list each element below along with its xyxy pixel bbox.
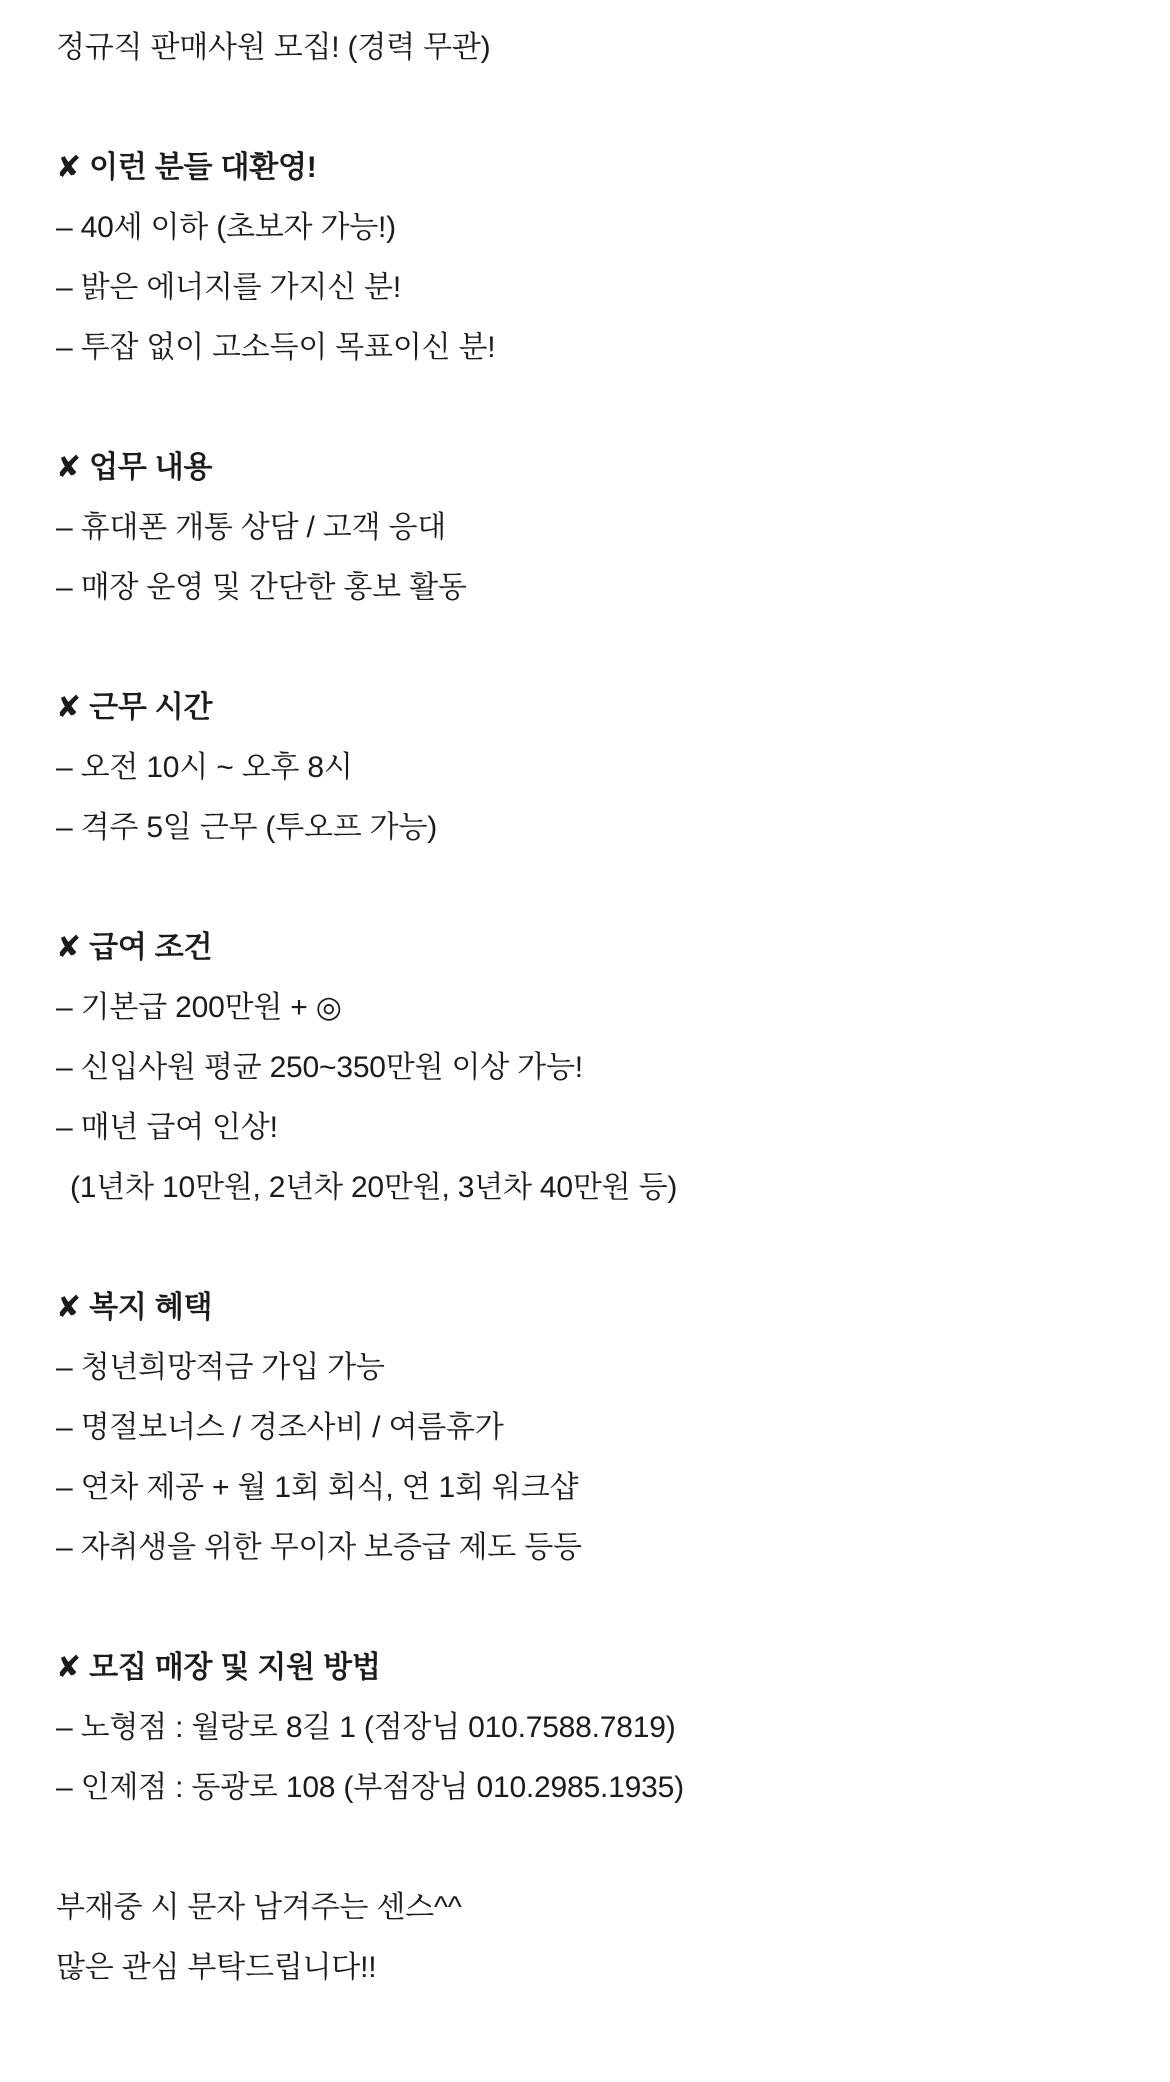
section-item: – 투잡 없이 고소득이 목표이신 분!: [56, 331, 496, 364]
section-item: – 매장 운영 및 간단한 홍보 활동: [56, 571, 467, 604]
section-item: – 휴대폰 개통 상담 / 고객 응대: [56, 511, 447, 544]
paragraph-spacer: [56, 618, 1114, 678]
section-item: – 신입사원 평균 250~350만원 이상 가능!: [56, 1051, 583, 1084]
section-item: 많은 관심 부탁드립니다!!: [56, 1951, 377, 1984]
section-item: – 40세 이하 (초보자 가능!): [56, 211, 396, 244]
section-heading: ✘ 근무 시간: [56, 691, 213, 724]
section-item: – 연차 제공 + 월 1회 회식, 연 1회 워크샵: [56, 1471, 579, 1504]
document-section: [56, 1878, 1114, 1998]
document-body: [56, 18, 1114, 1998]
section-item: – 격주 5일 근무 (투오프 가능): [56, 811, 438, 844]
section-subnote: (1년차 10만원, 2년차 20만원, 3년차 40만원 등): [70, 1171, 678, 1204]
paragraph-spacer: [56, 378, 1114, 438]
section-item: – 오전 10시 ~ 오후 8시: [56, 751, 353, 784]
document-section: [56, 918, 1114, 1218]
section-item: – 매년 급여 인상!: [56, 1111, 278, 1144]
section-item: 부재중 시 문자 남겨주는 센스^^: [56, 1891, 462, 1924]
section-heading: ✘ 업무 내용: [56, 451, 213, 484]
section-item: – 노형점 : 월랑로 8길 1 (점장님 010.7588.7819): [56, 1711, 676, 1744]
section-item: – 인제점 : 동광로 108 (부점장님 010.2985.1935): [56, 1771, 684, 1804]
document-title-block: [56, 18, 1114, 78]
section-heading: ✘ 급여 조건: [56, 931, 213, 964]
section-item: – 밝은 에너지를 가지신 분!: [56, 271, 401, 304]
document-section: [56, 1278, 1114, 1578]
document-section: [56, 438, 1114, 618]
section-heading: ✘ 복지 혜택: [56, 1291, 213, 1324]
paragraph-spacer: [56, 1218, 1114, 1278]
section-item: – 명절보너스 / 경조사비 / 여름휴가: [56, 1411, 504, 1444]
paragraph-spacer: [56, 1818, 1114, 1878]
page-title: 정규직 판매사원 모집! (경력 무관): [56, 31, 491, 64]
section-item: – 자취생을 위한 무이자 보증급 제도 등등: [56, 1531, 582, 1564]
section-heading: ✘ 모집 매장 및 지원 방법: [56, 1651, 381, 1684]
document-section: [56, 1638, 1114, 1818]
paragraph-spacer: [56, 1578, 1114, 1638]
section-item: – 청년희망적금 가입 가능: [56, 1351, 385, 1384]
document-section: [56, 678, 1114, 858]
section-item: – 기본급 200만원 + ◎: [56, 991, 342, 1024]
paragraph-spacer: [56, 78, 1114, 138]
document-section: [56, 138, 1114, 378]
section-heading: ✘ 이런 분들 대환영!: [56, 151, 317, 184]
paragraph-spacer: [56, 858, 1114, 918]
